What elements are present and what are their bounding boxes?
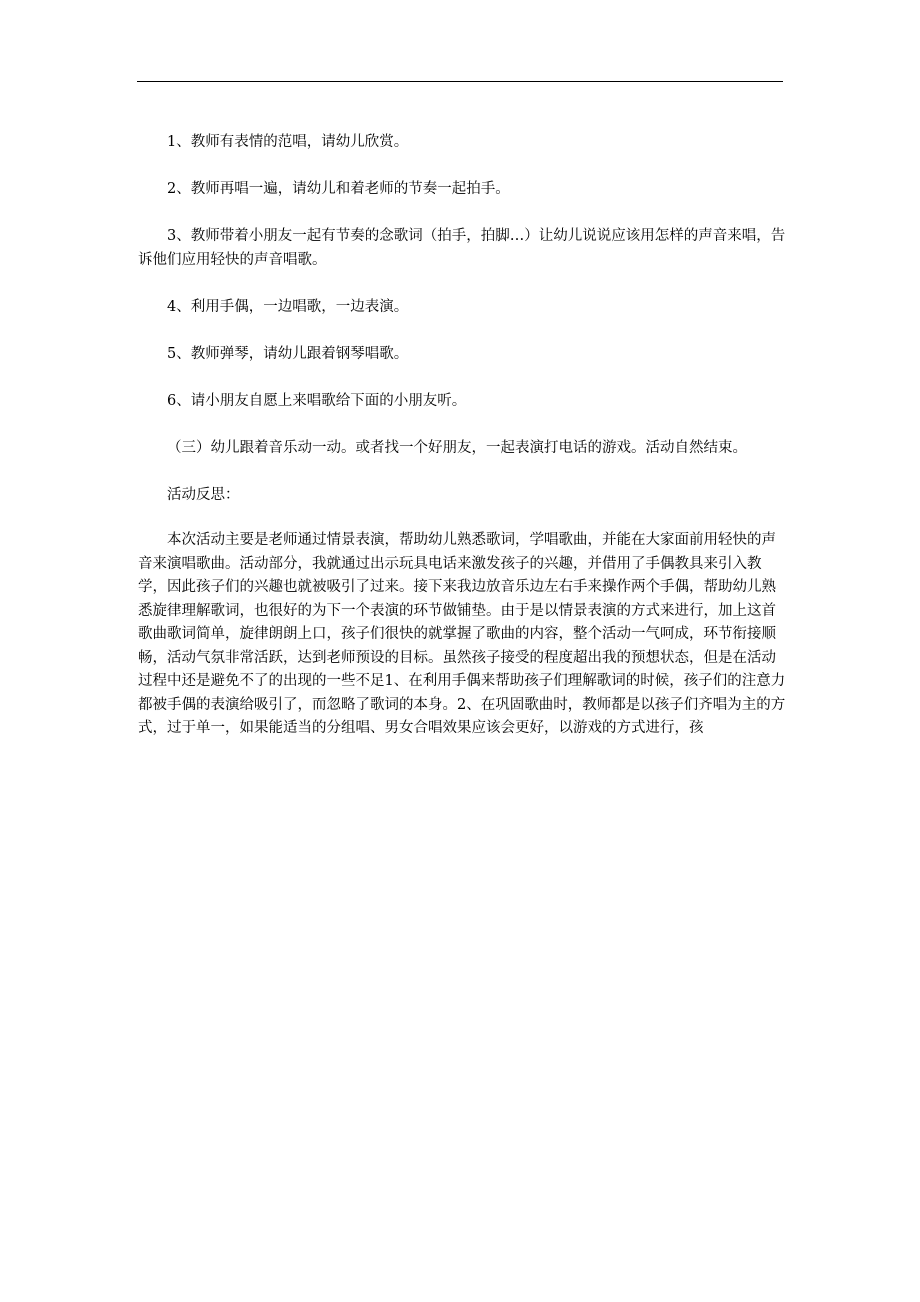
- reflection-paragraph: 本次活动主要是老师通过情景表演，帮助幼儿熟悉歌词，学唱歌曲，并能在大家面前用轻快的声音来演唱歌曲。活动部分，我就通过出示玩具电话来激发孩子的兴趣，并借用了手偶教具来引入教学，因此孩子们的兴趣也就被吸引了过来。接下来我边放音乐边左右手来操作两个手偶，帮助幼儿熟悉旋律理解歌词，也很好的为下一个表演的环节做铺垫。由于是以情景表演的方式来进行，加上这首歌曲歌词简单，旋律朗朗上口，孩子们很快的就掌握了歌曲的内容，整个活动一气呵成，环节衔接顺畅，活动气氛非常活跃，达到老师预设的目标。虽然孩子接受的程度超出我的预想状态，但是在活动过程中还是避免不了的出现的一些不足1、在利用手偶来帮助孩子们理解歌词的时候，孩子们的注意力都被手偶的表演给吸引了，而忽略了歌词的本身。2、在巩固歌曲时，教师都是以孩子们齐唱为主的方式，过于单一，如果能适当的分组唱、男女合唱效果应该会更好，以游戏的方式进行，孩: [138, 532, 786, 736]
- part-three-paragraph: （三）幼儿跟着音乐动一动。或者找一个好朋友，一起表演打电话的游戏。活动自然结束。: [167, 440, 747, 456]
- step-1: 1、教师有表情的范唱，请幼儿欣赏。: [167, 134, 409, 150]
- header-rule: [137, 81, 783, 82]
- reflection-heading: 活动反思：: [167, 487, 240, 503]
- step-5: 5、教师弹琴，请幼儿跟着钢琴唱歌。: [167, 346, 409, 362]
- step-6: 6、请小朋友自愿上来唱歌给下面的小朋友听。: [167, 393, 467, 409]
- step-4: 4、利用手偶，一边唱歌，一边表演。: [167, 299, 409, 315]
- step-2: 2、教师再唱一遍，请幼儿和着老师的节奏一起拍手。: [167, 181, 510, 197]
- step-3: 3、教师带着小朋友一起有节奏的念歌词（拍手，拍脚…）让幼儿说说应该用怎样的声音来唱，告诉他们应用轻快的声音唱歌。: [138, 228, 786, 268]
- document-body: [138, 130, 788, 741]
